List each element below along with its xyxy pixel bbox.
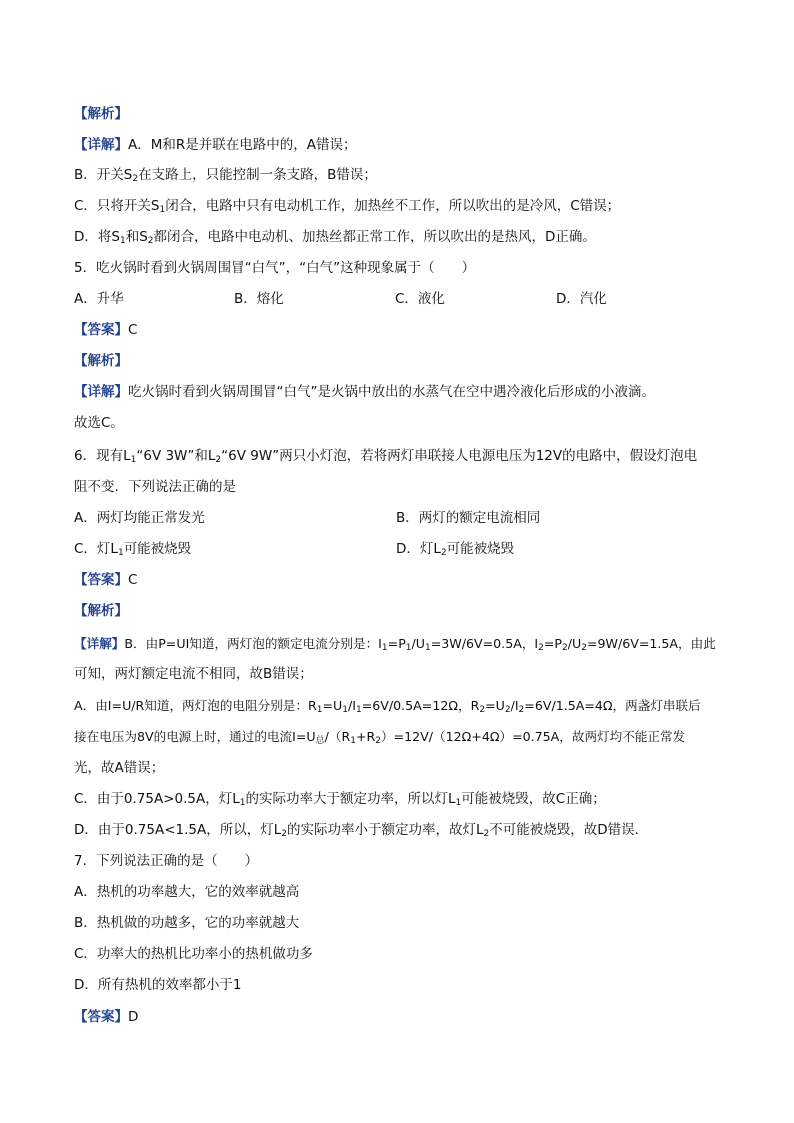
q6-detail-line: 【详解】B．由P=UI知道，两灯泡的额定电流分别是：$I_1=P_1/U_1=3W/6V=0.5A$，$I_2=P_2/U_2=9W/6V=1.5A$，由此 (74, 636, 716, 653)
q5-detail: 【详解】吃火锅时看到火锅周围冒“白气”是火锅中放出的水蒸气在空中遇冷液化后形成的小液滴。 (74, 384, 655, 400)
q6-answer: 【答案】C (74, 572, 138, 588)
q6-option-c: C．灯$L_1$可能被烧毁 (74, 541, 192, 558)
q5-conclusion: 故选C。 (74, 415, 124, 431)
q6-option-d: D．灯$L_2$可能被烧毁 (396, 541, 515, 558)
q6-detail-line: A．由I=U/R知道，两灯泡的电阻分别是：$R_1=U_1/I_1=6V/0.5A=12\Omega$，$R_2=U_2/I_2=6V/1.5A=4\Omega$，两盏灯串联后 (74, 698, 701, 715)
q7-option-a: A．热机的功率越大，它的效率就越高 (74, 884, 300, 900)
q7-option-b: B．热机做的功越多，它的功率就越大 (74, 915, 300, 931)
q7-answer: 【答案】D (74, 1009, 139, 1025)
q7-option-c: C．功率大的热机比功率小的热机做功多 (74, 946, 313, 962)
q6-detail-line: 接在电压为8V的电源上时，通过的电流$I=U_总/(R_1+R_2)=12V/(12\Omega+4\Omega)=0.75A$，故两灯均不能正常发 (74, 729, 686, 746)
q6-detail-line: 光，故A错误； (74, 760, 165, 776)
detail-line: 【详解】A．M和R是并联在电路中的，A错误； (74, 137, 357, 153)
q6-detail-line: D．由于0.75A<1.5A，所以，灯$L_2$的实际功率小于额定功率，故灯$L_2$不可能被烧毁，故D错误． (74, 822, 649, 839)
q6-detail-line: 可知，两灯额定电流不相同，故B错误； (74, 666, 313, 682)
q5-analysis-heading: 【解析】 (74, 353, 128, 369)
q5-option-d: D．汽化 (556, 291, 607, 307)
q6-analysis-heading: 【解析】 (74, 603, 128, 619)
question-7-stem: 7．下列说法正确的是（ ） (74, 853, 259, 869)
question-5-stem: 5．吃火锅时看到火锅周围冒“白气”，“白气”这种现象属于（ ） (74, 260, 476, 276)
q5-answer: 【答案】C (74, 322, 138, 338)
q5-option-b: B．熔化 (234, 291, 284, 307)
q6-detail-line: C．由于0.75A>0.5A，灯$L_1$的实际功率大于额定功率，所以灯$L_1$可能被烧毁，故C正确； (74, 791, 606, 808)
q7-option-d: D．所有热机的效率都小于1 (74, 977, 242, 993)
q6-option-a: A．两灯均能正常发光 (74, 510, 205, 526)
q6-option-b: B．两灯的额定电流相同 (396, 510, 541, 526)
question-6-stem: 6．现有$L_1“6V$ 3W”和$L_2“6V$ 9W”两只小灯泡，若将两灯串联接人电源电压为12V的电路中，假设灯泡电 (74, 448, 698, 465)
question-6-stem-cont: 阻不变．下列说法正确的是 (74, 479, 236, 495)
detail-line: C．只将开关$S_1$闭合，电路中只有电动机工作，加热丝不工作，所以吹出的是冷风，C错误； (74, 198, 621, 215)
analysis-heading: 【解析】 (74, 106, 128, 122)
q5-option-c: C．液化 (395, 291, 445, 307)
q5-option-a: A．升华 (74, 291, 124, 307)
detail-line: D．将$S_1$和$S_2$都闭合，电路中电动机、加热丝都正常工作，所以吹出的是热风，D正确。 (74, 229, 596, 246)
detail-line: B．开关$S_2$在支路上，只能控制一条支路，B错误； (74, 167, 377, 184)
